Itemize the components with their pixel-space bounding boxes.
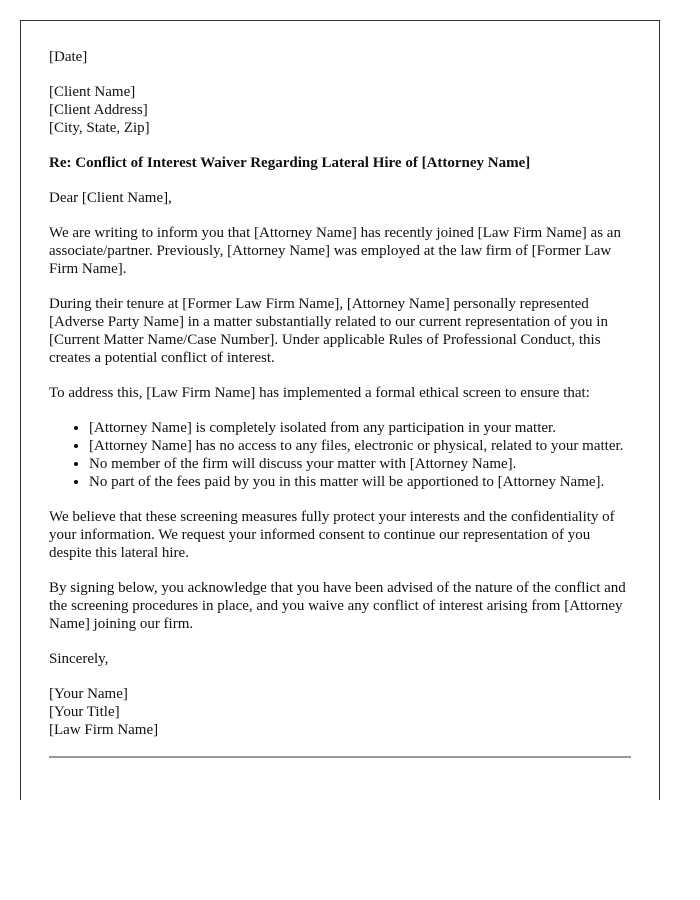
signoff: Sincerely, xyxy=(49,651,109,667)
subject-line: Re: Conflict of Interest Waiver Regarding Lateral Hire of [Attorney Name] xyxy=(49,155,531,171)
law-firm-name: [Law Firm Name] xyxy=(49,722,159,738)
paragraph-intro: We are writing to inform you that [Attorney Name] has recently joined [Law Firm Name] as an associate/partner. Previously, [Attorney Name] was employed at the law firm of [Former Law Firm Name]. xyxy=(49,225,621,277)
list-item: • No member of the firm will discuss your matter with [Attorney Name]. xyxy=(89,455,631,473)
subject-paragraph xyxy=(49,154,631,172)
signature-line xyxy=(49,756,631,758)
your-title: [Your Title] xyxy=(49,704,120,720)
screen-measures-list xyxy=(49,419,631,491)
list-item: • No part of the fees paid by you in this matter will be apportioned to [Attorney Name]. xyxy=(89,473,631,491)
signature-block xyxy=(49,685,631,739)
paragraph-consent: We believe that these screening measures fully protect your interests and the confidentiality of your information. We request your informed consent to continue our representation of you despite this lateral hire. xyxy=(49,509,615,561)
letter-page xyxy=(20,20,660,800)
client-name: [Client Name] xyxy=(49,84,136,100)
recipient-address xyxy=(49,83,631,137)
paragraph-acknowledgement: By signing below, you acknowledge that you have been advised of the nature of the conflict and the screening procedures in place, and you waive any conflict of interest arising from [Attorney Name] joining our firm. xyxy=(49,580,626,632)
client-address: [Client Address] xyxy=(49,102,148,118)
client-city-state-zip: [City, State, Zip] xyxy=(49,120,150,136)
list-item: • [Attorney Name] is completely isolated from any participation in your matter. xyxy=(89,419,631,437)
your-name: [Your Name] xyxy=(49,686,128,702)
list-item: • [Attorney Name] has no access to any files, electronic or physical, related to your matter. xyxy=(89,437,631,455)
date: [Date] xyxy=(49,49,88,65)
paragraph-screen: To address this, [Law Firm Name] has implemented a formal ethical screen to ensure that: xyxy=(49,385,590,401)
salutation: Dear [Client Name], xyxy=(49,190,172,206)
paragraph-conflict: During their tenure at [Former Law Firm Name], [Attorney Name] personally represented [Adverse Party Name] in a matter substantially related to our current representation of you in [Current Matter Name/Case Number]. Under applicable Rules of Professional Conduct, this creates a potential conflict of interest. xyxy=(49,296,608,366)
